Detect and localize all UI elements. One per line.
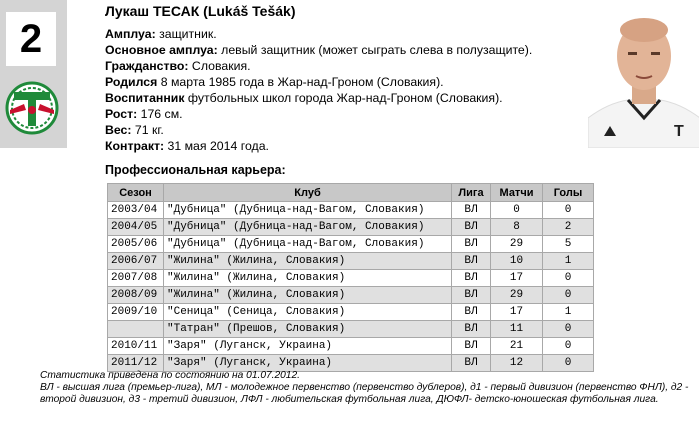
info-label: Вес: — [105, 123, 132, 137]
cell-matches: 0 — [491, 202, 543, 219]
cell-goals: 0 — [543, 338, 594, 355]
cell-league: ВЛ — [452, 236, 491, 253]
cell-season: 2004/05 — [108, 219, 164, 236]
info-main-position — [105, 42, 532, 58]
player-photo — [588, 8, 699, 148]
column-header: Клуб — [164, 184, 452, 202]
player-number: 2 — [6, 12, 56, 66]
cell-league: ВЛ — [452, 355, 491, 372]
table-row — [108, 338, 594, 355]
info-label: Гражданство: — [105, 59, 189, 73]
info-contract — [105, 138, 532, 154]
cell-goals: 1 — [543, 304, 594, 321]
cell-club: "Татран" (Прешов, Словакия) — [164, 321, 452, 338]
cell-goals: 5 — [543, 236, 594, 253]
club-logo-icon — [4, 80, 60, 136]
cell-goals: 0 — [543, 355, 594, 372]
league-abbreviations-note: ВЛ - высшая лига (премьер-лига), МЛ - молодежное первенство (первенство дублеров), д1 - первый дивизион (первенство ФНЛ), д2 - второй дивизион, д3 - третий дивизион, ЛФЛ - любительская футбольная лига, ДЮФЛ- детско-юношеская футбольная лига. — [40, 382, 689, 405]
cell-club: "Жилина" (Жилина, Словакия) — [164, 287, 452, 304]
info-value: защитник. — [155, 27, 217, 41]
cell-goals: 1 — [543, 253, 594, 270]
table-header-row — [108, 184, 594, 202]
table-row — [108, 253, 594, 270]
info-value: 176 см. — [137, 107, 183, 121]
cell-matches: 29 — [491, 287, 543, 304]
cell-matches: 17 — [491, 270, 543, 287]
info-label: Родился — [105, 75, 158, 89]
cell-league: ВЛ — [452, 270, 491, 287]
table-row — [108, 304, 594, 321]
svg-text:Т: Т — [674, 123, 684, 140]
cell-season: 2006/07 — [108, 253, 164, 270]
stats-date-note: Статистика приведена по состоянию на 01.07.2012. — [40, 370, 300, 381]
cell-season: 2005/06 — [108, 236, 164, 253]
cell-club: "Дубница" (Дубница-над-Вагом, Словакия) — [164, 219, 452, 236]
column-header: Голы — [543, 184, 594, 202]
player-info — [105, 26, 532, 154]
table-row — [108, 219, 594, 236]
table-row — [108, 321, 594, 338]
table-row — [108, 236, 594, 253]
info-academy — [105, 90, 532, 106]
info-label: Воспитанник — [105, 91, 185, 105]
cell-goals: 0 — [543, 321, 594, 338]
cell-season: 2008/09 — [108, 287, 164, 304]
cell-matches: 10 — [491, 253, 543, 270]
cell-club: "Жилина" (Жилина, Словакия) — [164, 253, 452, 270]
info-value: левый защитник (может сыграть слева в полузащите). — [217, 43, 533, 57]
cell-club: "Сеница" (Сеница, Словакия) — [164, 304, 452, 321]
info-citizenship — [105, 58, 532, 74]
info-label: Основное амплуа: — [105, 43, 218, 57]
career-title: Профессиональная карьера: — [105, 163, 286, 177]
cell-matches: 17 — [491, 304, 543, 321]
footnotes — [40, 370, 690, 406]
info-born — [105, 74, 532, 90]
cell-league: ВЛ — [452, 287, 491, 304]
info-value: 8 марта 1985 года в Жар-над-Гроном (Словакия). — [157, 75, 444, 89]
career-table — [107, 183, 594, 372]
cell-season: 2010/11 — [108, 338, 164, 355]
cell-season — [108, 321, 164, 338]
cell-league: ВЛ — [452, 338, 491, 355]
cell-club: "Заря" (Луганск, Украина) — [164, 355, 452, 372]
info-value: Словакия. — [188, 59, 251, 73]
table-row — [108, 287, 594, 304]
cell-goals: 0 — [543, 270, 594, 287]
cell-club: "Дубница" (Дубница-над-Вагом, Словакия) — [164, 202, 452, 219]
cell-season: 2007/08 — [108, 270, 164, 287]
cell-club: "Дубница" (Дубница-над-Вагом, Словакия) — [164, 236, 452, 253]
info-label: Амплуа: — [105, 27, 156, 41]
cell-matches: 11 — [491, 321, 543, 338]
cell-matches: 21 — [491, 338, 543, 355]
cell-club: "Заря" (Луганск, Украина) — [164, 338, 452, 355]
column-header: Лига — [452, 184, 491, 202]
info-height — [105, 106, 532, 122]
cell-league: ВЛ — [452, 321, 491, 338]
cell-league: ВЛ — [452, 304, 491, 321]
cell-season: 2009/10 — [108, 304, 164, 321]
cell-league: ВЛ — [452, 202, 491, 219]
info-label: Контракт: — [105, 139, 165, 153]
info-value: футбольных школ города Жар-над-Гроном (Словакия). — [184, 91, 503, 105]
cell-season: 2003/04 — [108, 202, 164, 219]
cell-league: ВЛ — [452, 219, 491, 236]
cell-matches: 8 — [491, 219, 543, 236]
cell-matches: 12 — [491, 355, 543, 372]
player-name: Лукаш ТЕСАК (Lukáš Tešák) — [105, 3, 296, 19]
column-header: Матчи — [491, 184, 543, 202]
info-label: Рост: — [105, 107, 138, 121]
info-position — [105, 26, 532, 42]
table-row — [108, 270, 594, 287]
table-row — [108, 355, 594, 372]
cell-club: "Жилина" (Жилина, Словакия) — [164, 270, 452, 287]
info-value: 31 мая 2014 года. — [164, 139, 269, 153]
sidebar-panel — [0, 0, 67, 148]
cell-goals: 0 — [543, 202, 594, 219]
table-row — [108, 202, 594, 219]
cell-league: ВЛ — [452, 253, 491, 270]
column-header: Сезон — [108, 184, 164, 202]
info-value: 71 кг. — [131, 123, 164, 137]
info-weight — [105, 122, 532, 138]
cell-season: 2011/12 — [108, 355, 164, 372]
cell-goals: 2 — [543, 219, 594, 236]
cell-matches: 29 — [491, 236, 543, 253]
cell-goals: 0 — [543, 287, 594, 304]
